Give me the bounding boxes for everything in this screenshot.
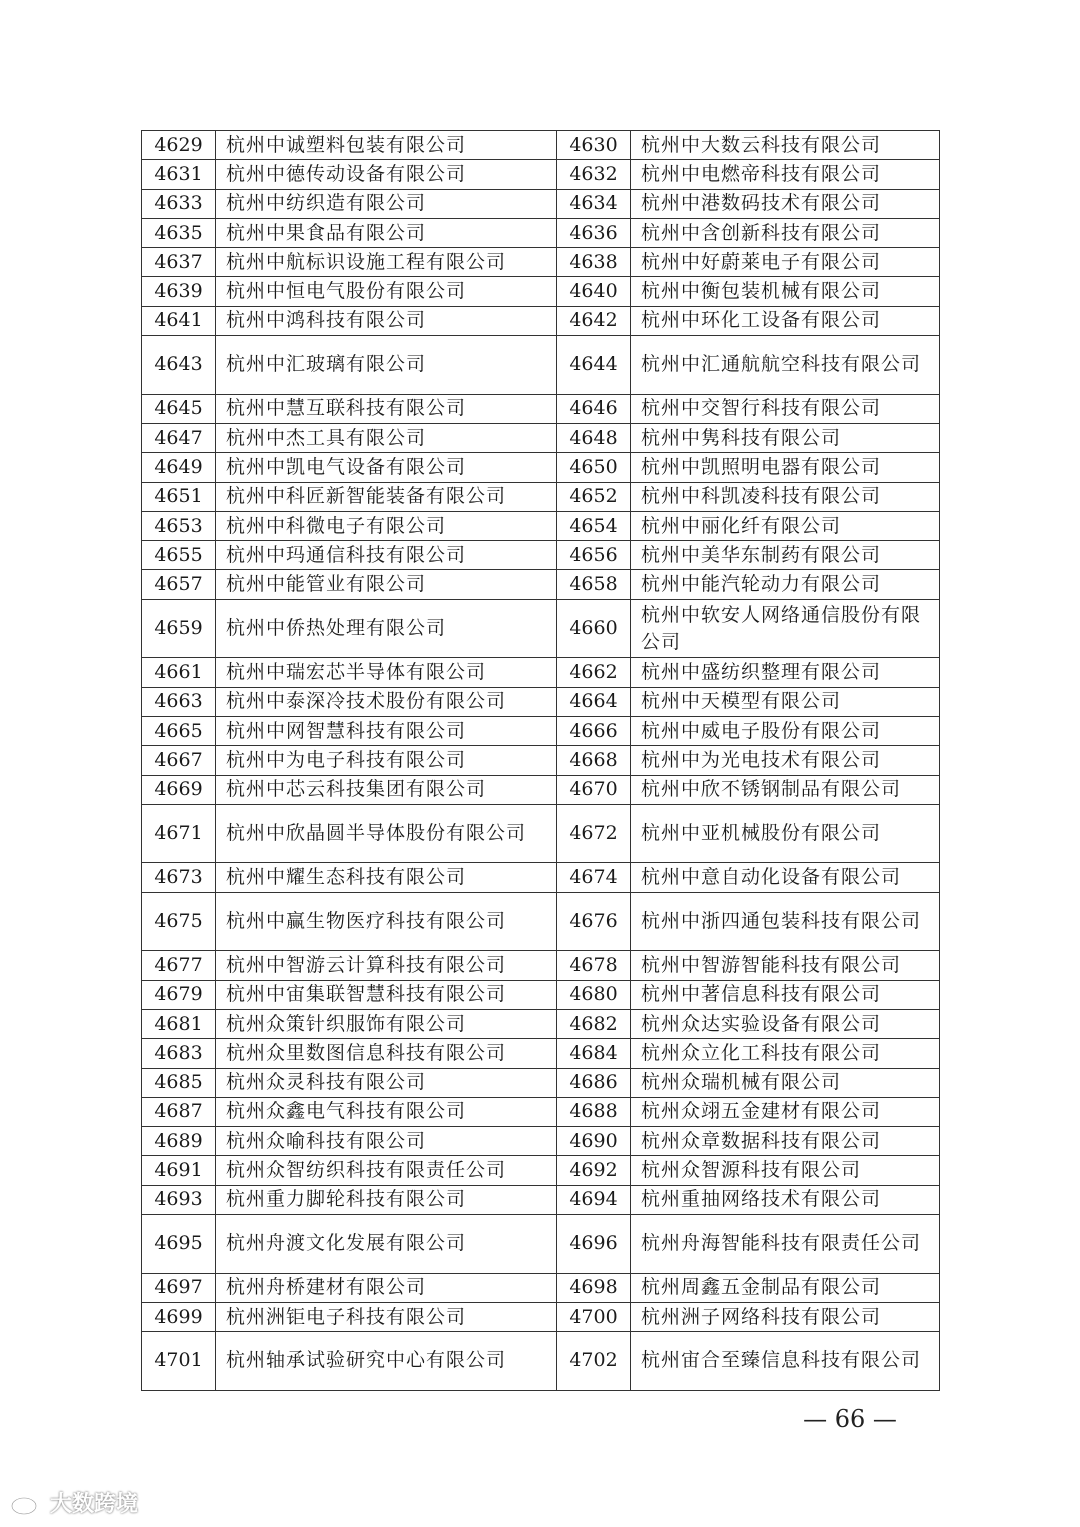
table-row — [142, 863, 940, 892]
row-number-cell: 4667 — [142, 746, 216, 775]
company-name-cell: 杭州中亚机械股份有限公司 — [631, 804, 940, 863]
company-name-cell: 杭州中盛纺织整理有限公司 — [631, 658, 940, 687]
row-number-cell: 4673 — [142, 863, 216, 892]
company-name-cell: 杭州中衡包装机械有限公司 — [631, 277, 940, 306]
table-row — [142, 160, 940, 189]
company-list-body — [142, 131, 940, 1391]
row-number-cell: 4631 — [142, 160, 216, 189]
row-number-cell: 4640 — [557, 277, 631, 306]
table-row — [142, 423, 940, 452]
table-row — [142, 1273, 940, 1302]
table-row — [142, 716, 940, 745]
company-name-cell: 杭州重力脚轮科技有限公司 — [216, 1185, 557, 1214]
table-row — [142, 687, 940, 716]
table-row — [142, 1127, 940, 1156]
company-name-cell: 杭州中美华东制药有限公司 — [631, 541, 940, 570]
company-name-cell: 杭州中威电子股份有限公司 — [631, 716, 940, 745]
table-row — [142, 248, 940, 277]
company-name-cell: 杭州周鑫五金制品有限公司 — [631, 1273, 940, 1302]
table-row — [142, 658, 940, 687]
company-name-cell: 杭州轴承试验研究中心有限公司 — [216, 1332, 557, 1391]
row-number-cell: 4644 — [557, 336, 631, 395]
company-name-cell: 杭州众鑫电气科技有限公司 — [216, 1097, 557, 1126]
company-name-cell: 杭州中耀生态科技有限公司 — [216, 863, 557, 892]
company-name-cell: 杭州中慧互联科技有限公司 — [216, 394, 557, 423]
company-name-cell: 杭州众章数据科技有限公司 — [631, 1127, 940, 1156]
company-name-cell: 杭州舟桥建材有限公司 — [216, 1273, 557, 1302]
company-name-cell: 杭州中智游智能科技有限公司 — [631, 951, 940, 980]
row-number-cell: 4629 — [142, 131, 216, 160]
row-number-cell: 4674 — [557, 863, 631, 892]
company-name-cell: 杭州众策针织服饰有限公司 — [216, 1009, 557, 1038]
row-number-cell: 4698 — [557, 1273, 631, 1302]
row-number-cell: 4677 — [142, 951, 216, 980]
company-name-cell: 杭州中意自动化设备有限公司 — [631, 863, 940, 892]
table-row — [142, 482, 940, 511]
company-name-cell: 杭州中环化工设备有限公司 — [631, 306, 940, 335]
table-row — [142, 1068, 940, 1097]
company-name-cell: 杭州中科凯凌科技有限公司 — [631, 482, 940, 511]
row-number-cell: 4642 — [557, 306, 631, 335]
company-name-cell: 杭州众立化工科技有限公司 — [631, 1039, 940, 1068]
row-number-cell: 4664 — [557, 687, 631, 716]
row-number-cell: 4659 — [142, 599, 216, 658]
row-number-cell: 4636 — [557, 218, 631, 247]
row-number-cell: 4684 — [557, 1039, 631, 1068]
row-number-cell: 4696 — [557, 1214, 631, 1273]
row-number-cell: 4643 — [142, 336, 216, 395]
row-number-cell: 4668 — [557, 746, 631, 775]
company-name-cell: 杭州中含创新科技有限公司 — [631, 218, 940, 247]
company-name-cell: 杭州中科微电子有限公司 — [216, 511, 557, 540]
company-name-cell: 杭州中航标识设施工程有限公司 — [216, 248, 557, 277]
table-row — [142, 511, 940, 540]
table-row — [142, 131, 940, 160]
company-name-cell: 杭州中纺织造有限公司 — [216, 189, 557, 218]
company-name-cell: 杭州中为电子科技有限公司 — [216, 746, 557, 775]
table-row — [142, 189, 940, 218]
company-name-cell: 杭州舟渡文化发展有限公司 — [216, 1214, 557, 1273]
company-name-cell: 杭州中汇玻璃有限公司 — [216, 336, 557, 395]
company-name-cell: 杭州众翊五金建材有限公司 — [631, 1097, 940, 1126]
row-number-cell: 4661 — [142, 658, 216, 687]
table-row — [142, 775, 940, 804]
company-name-cell: 杭州中著信息科技有限公司 — [631, 980, 940, 1009]
company-name-cell: 杭州众达实验设备有限公司 — [631, 1009, 940, 1038]
company-name-cell: 杭州中好蔚莱电子有限公司 — [631, 248, 940, 277]
row-number-cell: 4695 — [142, 1214, 216, 1273]
row-number-cell: 4635 — [142, 218, 216, 247]
row-number-cell: 4653 — [142, 511, 216, 540]
row-number-cell: 4676 — [557, 892, 631, 951]
company-name-cell: 杭州中鸿科技有限公司 — [216, 306, 557, 335]
company-name-cell: 杭州中隽科技有限公司 — [631, 423, 940, 452]
watermark — [10, 1487, 138, 1518]
row-number-cell: 4692 — [557, 1156, 631, 1185]
company-name-cell: 杭州中芯云科技集团有限公司 — [216, 775, 557, 804]
company-name-cell: 杭州中汇通航航空科技有限公司 — [631, 336, 940, 395]
table-row — [142, 1302, 940, 1331]
row-number-cell: 4658 — [557, 570, 631, 599]
company-name-cell: 杭州中宙集联智慧科技有限公司 — [216, 980, 557, 1009]
row-number-cell: 4639 — [142, 277, 216, 306]
company-name-cell: 杭州中天模型有限公司 — [631, 687, 940, 716]
row-number-cell: 4657 — [142, 570, 216, 599]
table-row — [142, 1156, 940, 1185]
row-number-cell: 4650 — [557, 453, 631, 482]
row-number-cell: 4697 — [142, 1273, 216, 1302]
row-number-cell: 4632 — [557, 160, 631, 189]
row-number-cell: 4648 — [557, 423, 631, 452]
table-row — [142, 804, 940, 863]
row-number-cell: 4681 — [142, 1009, 216, 1038]
company-name-cell: 杭州中软安人网络通信股份有限公司 — [631, 599, 940, 658]
table-row — [142, 1097, 940, 1126]
table-row — [142, 892, 940, 951]
row-number-cell: 4702 — [557, 1332, 631, 1391]
company-name-cell: 杭州中德传动设备有限公司 — [216, 160, 557, 189]
company-name-cell: 杭州中诚塑料包装有限公司 — [216, 131, 557, 160]
table-row — [142, 394, 940, 423]
row-number-cell: 4694 — [557, 1185, 631, 1214]
row-number-cell: 4678 — [557, 951, 631, 980]
weibo-logo-icon — [10, 1490, 44, 1516]
row-number-cell: 4680 — [557, 980, 631, 1009]
row-number-cell: 4687 — [142, 1097, 216, 1126]
company-name-cell: 杭州宙合至臻信息科技有限公司 — [631, 1332, 940, 1391]
row-number-cell: 4701 — [142, 1332, 216, 1391]
table-row — [142, 453, 940, 482]
table-row — [142, 336, 940, 395]
company-name-cell: 杭州众智源科技有限公司 — [631, 1156, 940, 1185]
table-row — [142, 1009, 940, 1038]
company-name-cell: 杭州舟海智能科技有限责任公司 — [631, 1214, 940, 1273]
table-row — [142, 980, 940, 1009]
row-number-cell: 4690 — [557, 1127, 631, 1156]
row-number-cell: 4634 — [557, 189, 631, 218]
row-number-cell: 4671 — [142, 804, 216, 863]
row-number-cell: 4670 — [557, 775, 631, 804]
company-name-cell: 杭州中能汽轮动力有限公司 — [631, 570, 940, 599]
watermark-text: 大数跨境 — [50, 1492, 139, 1517]
table-row — [142, 1039, 940, 1068]
row-number-cell: 4682 — [557, 1009, 631, 1038]
table-row — [142, 951, 940, 980]
table-row — [142, 746, 940, 775]
row-number-cell: 4656 — [557, 541, 631, 570]
row-number-cell: 4666 — [557, 716, 631, 745]
row-number-cell: 4669 — [142, 775, 216, 804]
company-name-cell: 杭州中杰工具有限公司 — [216, 423, 557, 452]
row-number-cell: 4638 — [557, 248, 631, 277]
company-name-cell: 杭州中网智慧科技有限公司 — [216, 716, 557, 745]
company-name-cell: 杭州中浙四通包装科技有限公司 — [631, 892, 940, 951]
company-name-cell: 杭州中玛通信科技有限公司 — [216, 541, 557, 570]
row-number-cell: 4655 — [142, 541, 216, 570]
company-name-cell: 杭州中智游云计算科技有限公司 — [216, 951, 557, 980]
company-name-cell: 杭州中为光电技术有限公司 — [631, 746, 940, 775]
company-name-cell: 杭州中欣不锈钢制品有限公司 — [631, 775, 940, 804]
company-name-cell: 杭州中凯照明电器有限公司 — [631, 453, 940, 482]
table-row — [142, 1214, 940, 1273]
row-number-cell: 4685 — [142, 1068, 216, 1097]
row-number-cell: 4675 — [142, 892, 216, 951]
row-number-cell: 4679 — [142, 980, 216, 1009]
company-name-cell: 杭州中泰深冷技术股份有限公司 — [216, 687, 557, 716]
company-name-cell: 杭州众里数图信息科技有限公司 — [216, 1039, 557, 1068]
row-number-cell: 4647 — [142, 423, 216, 452]
table-row — [142, 306, 940, 335]
row-number-cell: 4672 — [557, 804, 631, 863]
company-name-cell: 杭州中凯电气设备有限公司 — [216, 453, 557, 482]
row-number-cell: 4641 — [142, 306, 216, 335]
row-number-cell: 4646 — [557, 394, 631, 423]
row-number-cell: 4652 — [557, 482, 631, 511]
row-number-cell: 4651 — [142, 482, 216, 511]
row-number-cell: 4660 — [557, 599, 631, 658]
table-row — [142, 277, 940, 306]
row-number-cell: 4662 — [557, 658, 631, 687]
page-number: — 66 — — [803, 1405, 897, 1433]
company-name-cell: 杭州众灵科技有限公司 — [216, 1068, 557, 1097]
row-number-cell: 4691 — [142, 1156, 216, 1185]
row-number-cell: 4689 — [142, 1127, 216, 1156]
company-name-cell: 杭州众瑞机械有限公司 — [631, 1068, 940, 1097]
company-name-cell: 杭州众智纺织科技有限责任公司 — [216, 1156, 557, 1185]
row-number-cell: 4688 — [557, 1097, 631, 1126]
company-name-cell: 杭州中赢生物医疗科技有限公司 — [216, 892, 557, 951]
row-number-cell: 4649 — [142, 453, 216, 482]
company-name-cell: 杭州中大数云科技有限公司 — [631, 131, 940, 160]
company-name-cell: 杭州中交智行科技有限公司 — [631, 394, 940, 423]
company-name-cell: 杭州中侨热处理有限公司 — [216, 599, 557, 658]
company-name-cell: 杭州重抽网络技术有限公司 — [631, 1185, 940, 1214]
table-row — [142, 218, 940, 247]
company-name-cell: 杭州洲钜电子科技有限公司 — [216, 1302, 557, 1331]
company-name-cell: 杭州中科匠新智能装备有限公司 — [216, 482, 557, 511]
table-row — [142, 1332, 940, 1391]
company-name-cell: 杭州洲子网络科技有限公司 — [631, 1302, 940, 1331]
row-number-cell: 4654 — [557, 511, 631, 540]
row-number-cell: 4700 — [557, 1302, 631, 1331]
company-name-cell: 杭州中欣晶圆半导体股份有限公司 — [216, 804, 557, 863]
company-name-cell: 杭州中果食品有限公司 — [216, 218, 557, 247]
row-number-cell: 4630 — [557, 131, 631, 160]
company-name-cell: 杭州中瑞宏芯半导体有限公司 — [216, 658, 557, 687]
company-name-cell: 杭州中港数码技术有限公司 — [631, 189, 940, 218]
row-number-cell: 4693 — [142, 1185, 216, 1214]
row-number-cell: 4663 — [142, 687, 216, 716]
company-name-cell: 杭州中丽化纤有限公司 — [631, 511, 940, 540]
row-number-cell: 4645 — [142, 394, 216, 423]
company-name-cell: 杭州众喻科技有限公司 — [216, 1127, 557, 1156]
row-number-cell: 4683 — [142, 1039, 216, 1068]
row-number-cell: 4699 — [142, 1302, 216, 1331]
company-name-cell: 杭州中电燃帝科技有限公司 — [631, 160, 940, 189]
row-number-cell: 4686 — [557, 1068, 631, 1097]
company-list-table — [141, 130, 940, 1391]
company-name-cell: 杭州中能管业有限公司 — [216, 570, 557, 599]
table-row — [142, 541, 940, 570]
table-row — [142, 1185, 940, 1214]
table-row — [142, 599, 940, 658]
row-number-cell: 4637 — [142, 248, 216, 277]
row-number-cell: 4633 — [142, 189, 216, 218]
table-row — [142, 570, 940, 599]
row-number-cell: 4665 — [142, 716, 216, 745]
company-name-cell: 杭州中恒电气股份有限公司 — [216, 277, 557, 306]
